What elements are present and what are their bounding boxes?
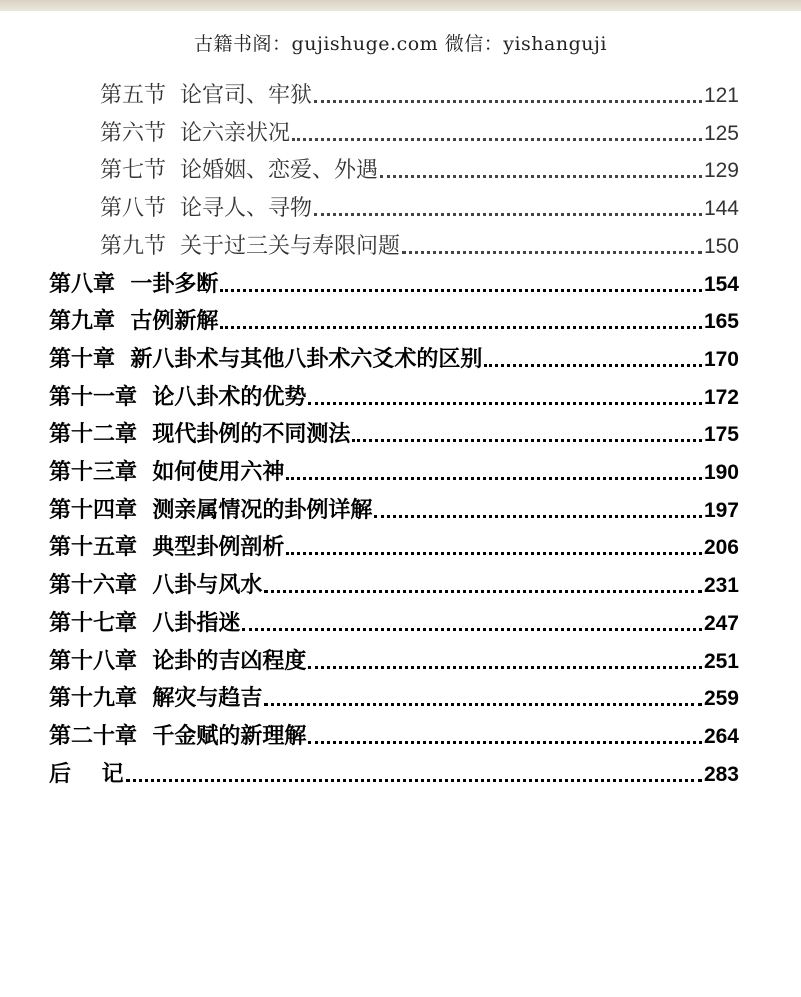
toc-page-number: 190 bbox=[703, 461, 739, 484]
toc-page-number: 172 bbox=[703, 385, 739, 409]
toc-entry-title: 后 记 bbox=[49, 761, 124, 787]
toc-entry-title: 第十九章 解灾与趋吉 bbox=[49, 686, 263, 712]
toc-page-number: 283 bbox=[703, 762, 739, 786]
toc-entry-title: 第十二章 现代卦例的不同测法 bbox=[49, 422, 351, 448]
toc-entry-title: 第八章 一卦多断 bbox=[49, 271, 219, 297]
toc-page-number: 150 bbox=[703, 234, 739, 258]
toc-dot-leader bbox=[308, 741, 702, 744]
toc-entry-title: 第八节 论寻人、寻物 bbox=[100, 196, 312, 222]
top-border bbox=[0, 0, 801, 11]
toc-entry[interactable] bbox=[49, 646, 739, 678]
toc-entry-title: 第二十章 千金赋的新理解 bbox=[49, 723, 307, 749]
toc-dot-leader bbox=[126, 779, 702, 782]
toc-entry[interactable] bbox=[49, 721, 739, 753]
toc-page-number: 231 bbox=[703, 574, 739, 598]
toc-entry[interactable] bbox=[49, 759, 739, 791]
toc-entry-title: 第九节 关于过三关与寿限问题 bbox=[100, 233, 400, 259]
toc-entry-title: 第十四章 测亲属情况的卦例详解 bbox=[49, 497, 373, 523]
toc-page-number: 251 bbox=[703, 649, 739, 673]
toc-entry[interactable] bbox=[49, 532, 739, 564]
toc-entry-title: 第九章 古例新解 bbox=[49, 309, 219, 335]
toc-dot-leader bbox=[292, 138, 702, 141]
toc-page-number: 247 bbox=[703, 611, 739, 635]
toc-page-number: 264 bbox=[703, 724, 739, 748]
toc-entry[interactable] bbox=[100, 231, 739, 263]
toc-dot-leader bbox=[286, 552, 702, 555]
toc-dot-leader bbox=[314, 100, 702, 103]
toc-dot-leader bbox=[264, 703, 702, 706]
toc-entry-title: 第十一章 论八卦术的优势 bbox=[49, 384, 307, 410]
toc-dot-leader bbox=[380, 175, 702, 178]
toc-entry-title: 第五节 论官司、牢狱 bbox=[100, 83, 312, 108]
toc-dot-leader bbox=[308, 666, 702, 669]
toc-dot-leader bbox=[352, 439, 702, 442]
toc-entry[interactable] bbox=[49, 608, 739, 640]
toc-entry[interactable] bbox=[100, 193, 739, 225]
toc-entry-title: 第十六章 八卦与风水 bbox=[49, 573, 263, 599]
toc-entry[interactable] bbox=[49, 457, 739, 489]
toc-entry[interactable] bbox=[100, 118, 739, 150]
toc-page-number: 175 bbox=[703, 423, 739, 447]
toc-dot-leader bbox=[484, 364, 702, 367]
toc-dot-leader bbox=[242, 628, 702, 631]
toc-entry[interactable] bbox=[49, 419, 739, 451]
toc-entry[interactable] bbox=[100, 155, 739, 187]
toc-entry[interactable] bbox=[49, 495, 739, 527]
toc-page-number: 259 bbox=[703, 687, 739, 711]
toc-dot-leader bbox=[308, 402, 702, 405]
toc-entry[interactable] bbox=[49, 382, 739, 414]
toc-entry-title: 第十五章 典型卦例剖析 bbox=[49, 535, 285, 561]
toc-page-number: 206 bbox=[703, 536, 739, 560]
toc-page-number: 129 bbox=[703, 159, 739, 183]
toc-entry[interactable] bbox=[49, 269, 739, 301]
toc-entry-title: 第十七章 八卦指迷 bbox=[49, 610, 241, 636]
toc-dot-leader bbox=[220, 326, 702, 329]
toc-page-number: 154 bbox=[703, 272, 739, 296]
toc-entry-title: 第十八章 论卦的吉凶程度 bbox=[49, 648, 307, 674]
toc-page-number: 125 bbox=[703, 121, 739, 145]
toc-entry[interactable] bbox=[49, 683, 739, 715]
toc-dot-leader bbox=[314, 213, 702, 216]
toc-entry-title: 第六节 论六亲状况 bbox=[100, 120, 290, 146]
toc-dot-leader bbox=[220, 289, 702, 292]
toc-entry[interactable] bbox=[100, 80, 739, 112]
toc-entry-title: 第十章 新八卦术与其他八卦术六爻术的区别 bbox=[49, 346, 483, 372]
toc-page-number: 165 bbox=[703, 310, 739, 334]
toc-dot-leader bbox=[286, 477, 702, 480]
toc-page-number: 170 bbox=[703, 347, 739, 371]
toc-dot-leader bbox=[374, 515, 702, 518]
toc-entry[interactable] bbox=[49, 306, 739, 338]
toc-page-number: 144 bbox=[703, 197, 739, 221]
toc-page-number: 121 bbox=[703, 84, 739, 107]
toc-entry[interactable] bbox=[49, 344, 739, 376]
toc-dot-leader bbox=[402, 251, 702, 254]
toc-entry-title: 第十三章 如何使用六神 bbox=[49, 460, 285, 485]
toc-entry[interactable] bbox=[49, 570, 739, 602]
toc-dot-leader bbox=[264, 590, 702, 593]
toc-page-number: 197 bbox=[703, 498, 739, 522]
toc-entry-title: 第七节 论婚姻、恋爱、外遇 bbox=[100, 158, 378, 184]
watermark-header: 古籍书阁：gujishuge.com 微信：yishanguji bbox=[194, 33, 607, 55]
